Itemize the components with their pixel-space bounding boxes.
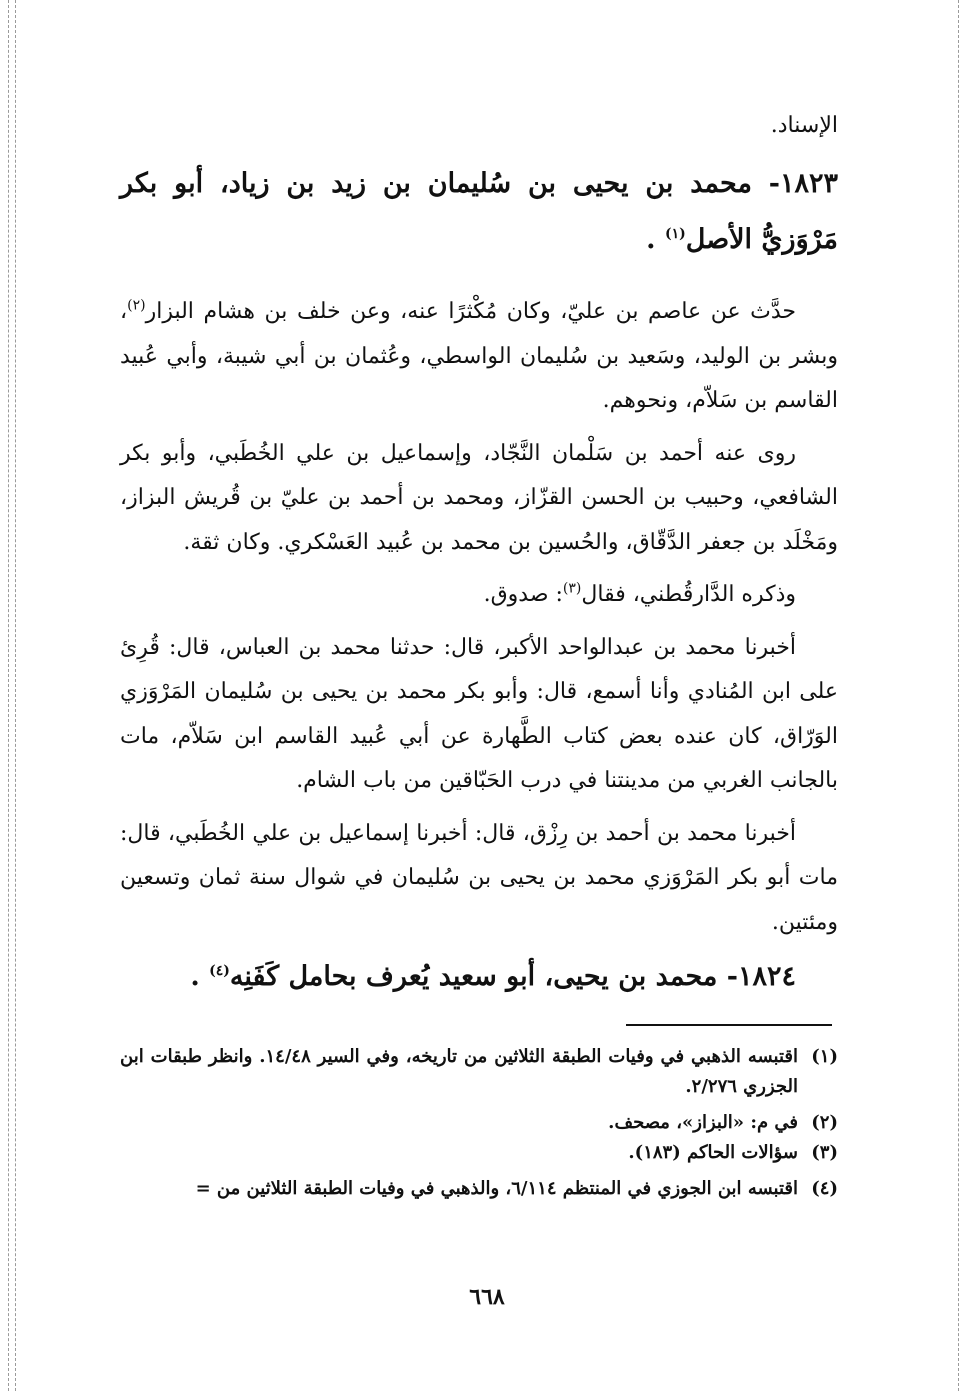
- footnote-2: [120, 1108, 838, 1138]
- page-number: ٦٦٨: [469, 1284, 505, 1310]
- paragraph-teachers: [120, 290, 838, 424]
- paragraph-text: : صدوق.: [483, 582, 563, 607]
- paragraph-students: روى عنه أحمد بن سَلْمان النَّجّاد، وإسماعيل بن علي الخُطَبي، وأبو بكر الشافعي، وحبيب بن الحسن القزّاز، ومحمد بن أحمد بن عليّ بن قُريش البزاز، ومَخْلَد بن جعفر الدَّقّاق، والحُسين بن محمد بن عُبيد العَسْكري. وكان ثقة.: [120, 440, 838, 555]
- paragraph-text: وذكره الدَّارقُطني، فقال: [581, 582, 796, 607]
- paragraph-daraqutni: [120, 573, 838, 618]
- footnote-ref: (١): [664, 226, 686, 242]
- paragraph-text: حدَّث عن عاصم بن عليّ، وكان مُكْثرًا عنه، وعن خلف بن هشام البزار: [145, 299, 796, 324]
- continuation-text: الإسناد.: [770, 113, 838, 138]
- footnote-separator: [626, 1024, 832, 1026]
- entry-title-end: .: [190, 961, 200, 992]
- entry-number: ١٨٢٤-: [726, 961, 796, 992]
- footnote-ref: (٤): [209, 963, 230, 979]
- paragraph-narration-2: أخبرنا محمد بن أحمد بن رِزْق، قال: أخبرنا إسماعيل بن علي الخُطَبي، قال: مات أبو بكر المَرْوَزي محمد بن يحيى بن سُليمان في شوال سنة ثمان وتسعين ومئتين.: [120, 820, 838, 935]
- entry-title-end: .: [646, 224, 656, 255]
- footnote-text: سؤالات الحاكم (١٨٣).: [628, 1142, 798, 1163]
- footnote-text: اقتبسه الذهبي في وفيات الطبقة الثلاثين من تاريخه، وفي السير ١٤/٤٨. وانظر طبقات ابن الجزري ٢/٢٧٦.: [120, 1046, 798, 1097]
- scan-edge-line: [8, 0, 9, 1391]
- footnote-number: (٤): [811, 1178, 838, 1199]
- footnote-1: [120, 1042, 838, 1102]
- footnote-number: (١): [811, 1046, 838, 1067]
- entry-number: ١٨٢٣-: [768, 168, 838, 199]
- entry-title-line2: مَرْوَزيُّ الأصل: [685, 224, 838, 255]
- footnote-ref: (٣): [562, 580, 582, 597]
- footnote-number: (٣): [811, 1142, 838, 1163]
- entry-heading-1824: [120, 949, 838, 1005]
- scan-edge-line: [958, 0, 959, 1391]
- entry-title: محمد بن يحيى، أبو سعيد يُعرف بحامل كَفَنِه: [229, 961, 718, 992]
- footnote-4: [120, 1174, 838, 1204]
- entry-heading-1823: [120, 156, 838, 268]
- footnote-number: (٢): [811, 1112, 838, 1133]
- footnote-3: [120, 1138, 838, 1168]
- main-text: [120, 104, 838, 1005]
- footnote-text: اقتبسه ابن الجوزي في المنتظم ٦/١١٤، والذهبي في وفيات الطبقة الثلاثين من =: [195, 1178, 798, 1199]
- paragraph-narration-1: أخبرنا محمد بن عبدالواحد الأكبر، قال: حدثنا محمد بن العباس، قال: قُرِئ على ابن المُنادي وأنا أسمع، قال: وأبو بكر محمد بن يحيى بن سُليمان المَرْوَزي الوَرّاق، كان عنده بعض كتاب الطَّهارة عن أبي عُبيد القاسم ابن سَلاّم، مات بالجانب الغربي من مدينتنا في درب الحَبّاقين من باب الشام.: [120, 634, 838, 793]
- entry-title-line1: محمد بن يحيى بن سُليمان بن زيد بن زياد، أبو بكر: [120, 168, 752, 199]
- scan-edge-line: [15, 0, 16, 1391]
- footnotes: [120, 1042, 838, 1204]
- paragraph-text: ، وبشر بن الوليد، وسَعيد بن سُليمان الواسطي، وعُثمان بن أبي شيبة، وأبي عُبيد القاسم بن سَلاّم، ونحوهم.: [120, 299, 838, 413]
- footnote-ref: (٢): [127, 297, 146, 314]
- footnote-text: في م: «البزاز»، مصحف.: [608, 1112, 798, 1133]
